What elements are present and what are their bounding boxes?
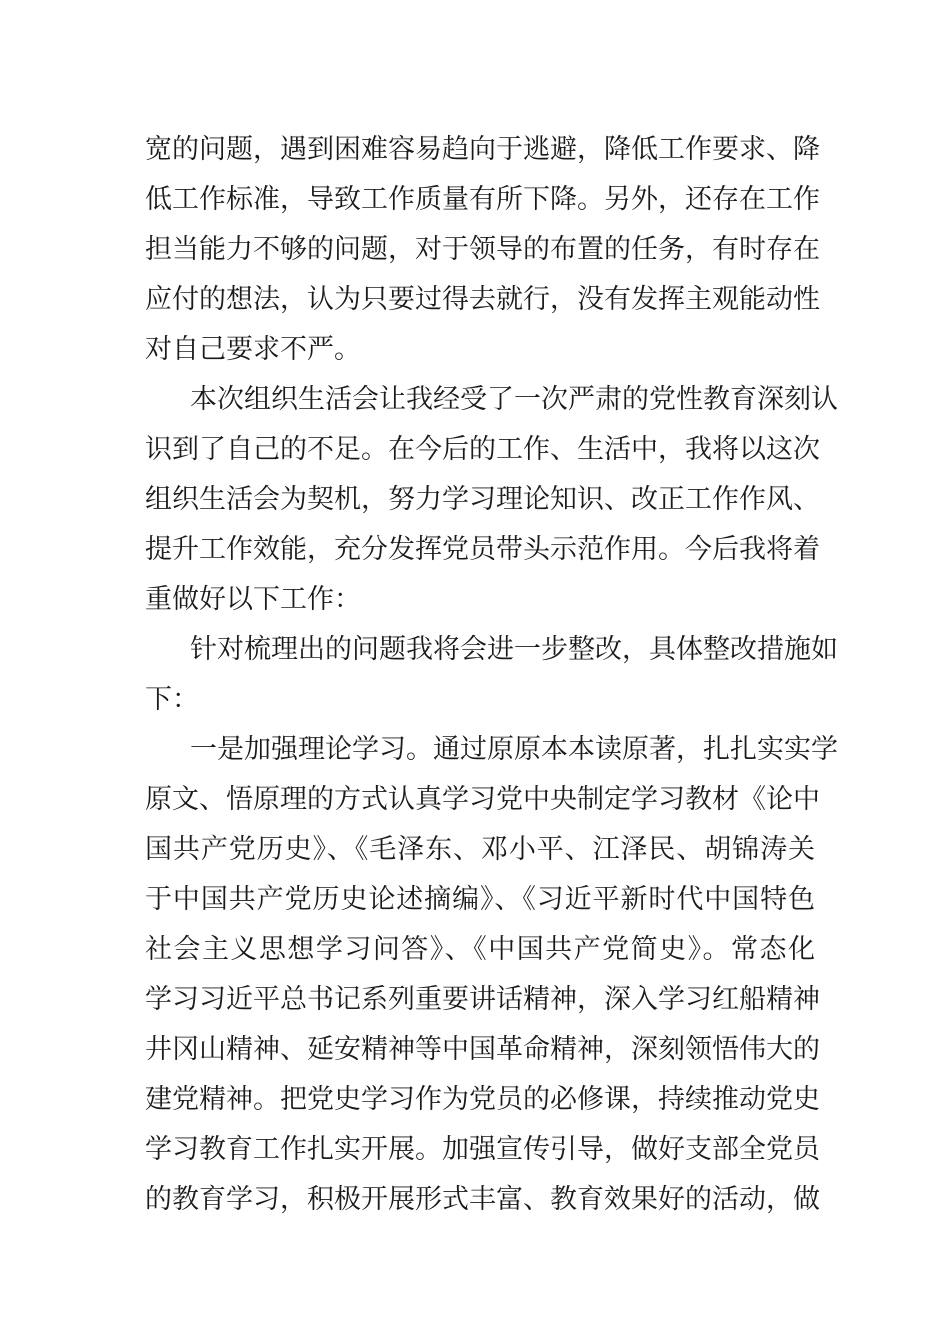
paragraph-first-line: 针对梳理出的问题我将会进一步整改，具体整改措施如 (190, 634, 838, 665)
text-line: 井冈山精神、延安精神等中国革命精神，深刻领悟伟大的 (145, 1034, 820, 1065)
paragraph-first-line: 本次组织生活会让我经受了一次严肃的党性教育深刻认 (190, 384, 838, 415)
text-line: 重做好以下工作： (145, 584, 361, 615)
text-line: 国共产党历史》、《毛泽东、邓小平、江泽民、胡锦涛关 (145, 834, 815, 865)
text-line: 原文、悟原理的方式认真学习党中央制定学习教材《论中 (145, 784, 820, 815)
text-line: 应付的想法，认为只要过得去就行，没有发挥主观能动性 (145, 284, 820, 315)
text-line: 的教育学习，积极开展形式丰富、教育效果好的活动，做 (145, 1184, 820, 1215)
paragraph-first-line: 一是加强理论学习。通过原原本本读原著，扎扎实实学 (190, 734, 838, 765)
text-line: 担当能力不够的问题，对于领导的布置的任务，有时存在 (145, 234, 820, 265)
text-line: 对自己要求不严。 (145, 334, 361, 365)
text-line: 下： (145, 684, 199, 715)
text-line: 提升工作效能，充分发挥党员带头示范作用。今后我将着 (145, 534, 820, 565)
text-line: 组织生活会为契机，努力学习理论知识、改正工作作风、 (145, 484, 820, 515)
text-line: 低工作标准，导致工作质量有所下降。另外，还存在工作 (145, 184, 820, 215)
text-line: 社会主义思想学习问答》、《中国共产党简史》。常态化 (145, 934, 815, 965)
text-line: 学习习近平总书记系列重要讲话精神，深入学习红船精神 (145, 984, 820, 1015)
text-line: 识到了自己的不足。在今后的工作、生活中，我将以这次 (145, 434, 820, 465)
text-line: 学习教育工作扎实开展。加强宣传引导，做好支部全党员 (145, 1134, 820, 1165)
text-line: 宽的问题，遇到困难容易趋向于逃避，降低工作要求、降 (145, 134, 820, 165)
text-line: 建党精神。把党史学习作为党员的必修课，持续推动党史 (145, 1084, 820, 1115)
text-line: 于中国共产党历史论述摘编》、《习近平新时代中国特色 (145, 884, 815, 915)
